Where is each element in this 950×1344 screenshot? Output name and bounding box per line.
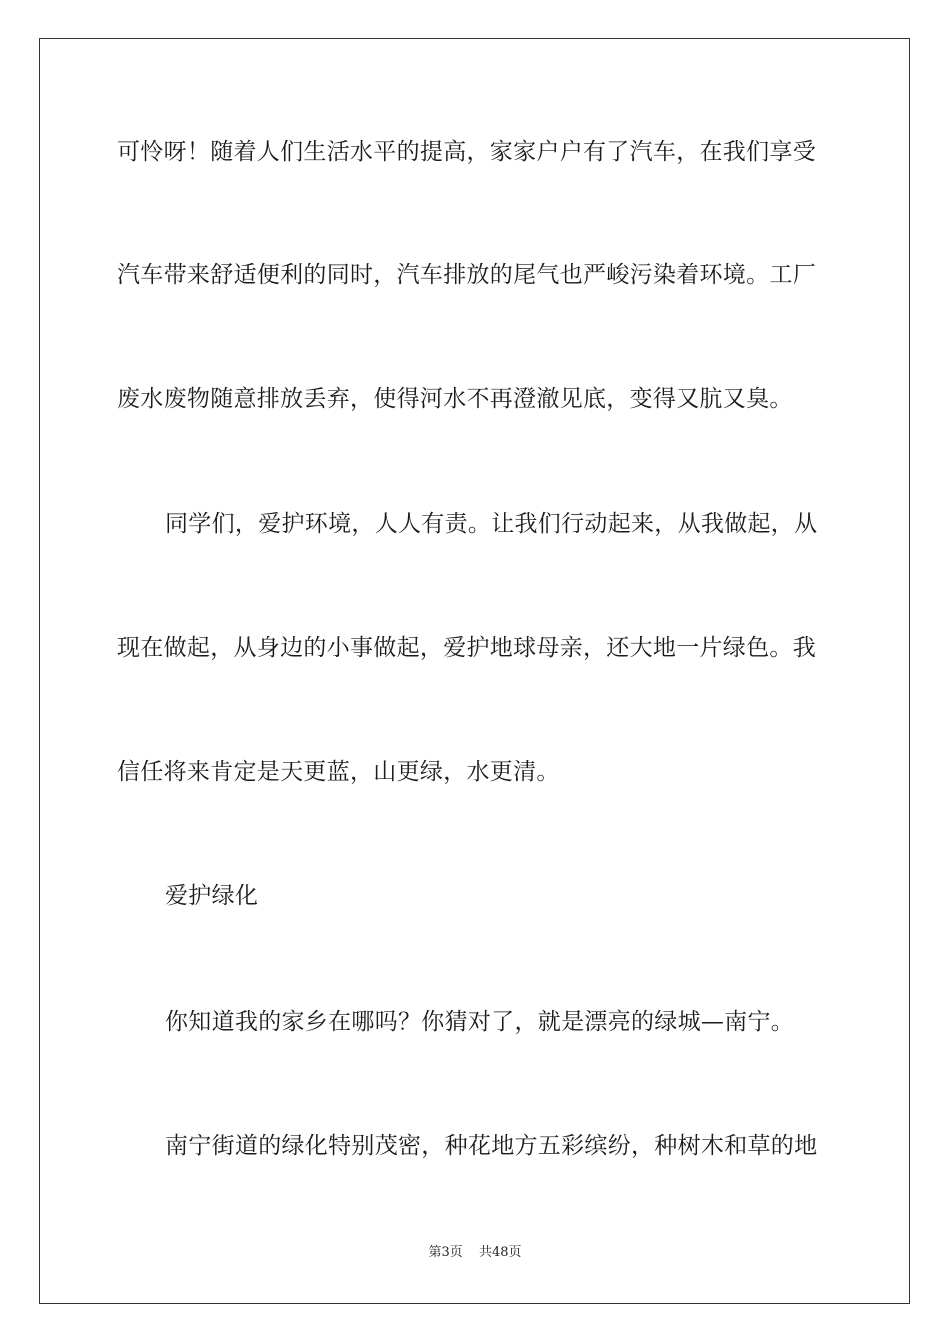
text-line: 可怜呀！随着人们生活水平的提高，家家户户有了汽车，在我们享受 — [117, 139, 816, 165]
text-line: 汽车带来舒适便利的同时，汽车排放的尾气也严峻污染着环境。工厂 — [117, 262, 816, 288]
section-heading: 爱护绿化 — [165, 883, 259, 909]
text-line: 废水废物随意排放丢弃，使得河水不再澄澈见底，变得又肮又臭。 — [117, 386, 793, 412]
text-line: 信任将来肯定是天更蓝，山更绿，水更清。 — [117, 759, 560, 785]
page-footer — [0, 1244, 950, 1262]
paragraph-first-line: 南宁街道的绿化特别茂密，种花地方五彩缤纷，种树木和草的地 — [165, 1133, 818, 1159]
page-number: 第3页 — [428, 1245, 463, 1260]
text-line: 现在做起，从身边的小事做起，爱护地球母亲，还大地一片绿色。我 — [117, 635, 816, 661]
paragraph-first-line: 你知道我的家乡在哪吗？你猜对了，就是漂亮的绿城—南宁。 — [165, 1009, 795, 1035]
page-total: 共48页 — [478, 1245, 522, 1260]
page-border — [39, 38, 910, 1304]
paragraph-first-line: 同学们，爱护环境，人人有责。让我们行动起来，从我做起，从 — [165, 511, 818, 537]
